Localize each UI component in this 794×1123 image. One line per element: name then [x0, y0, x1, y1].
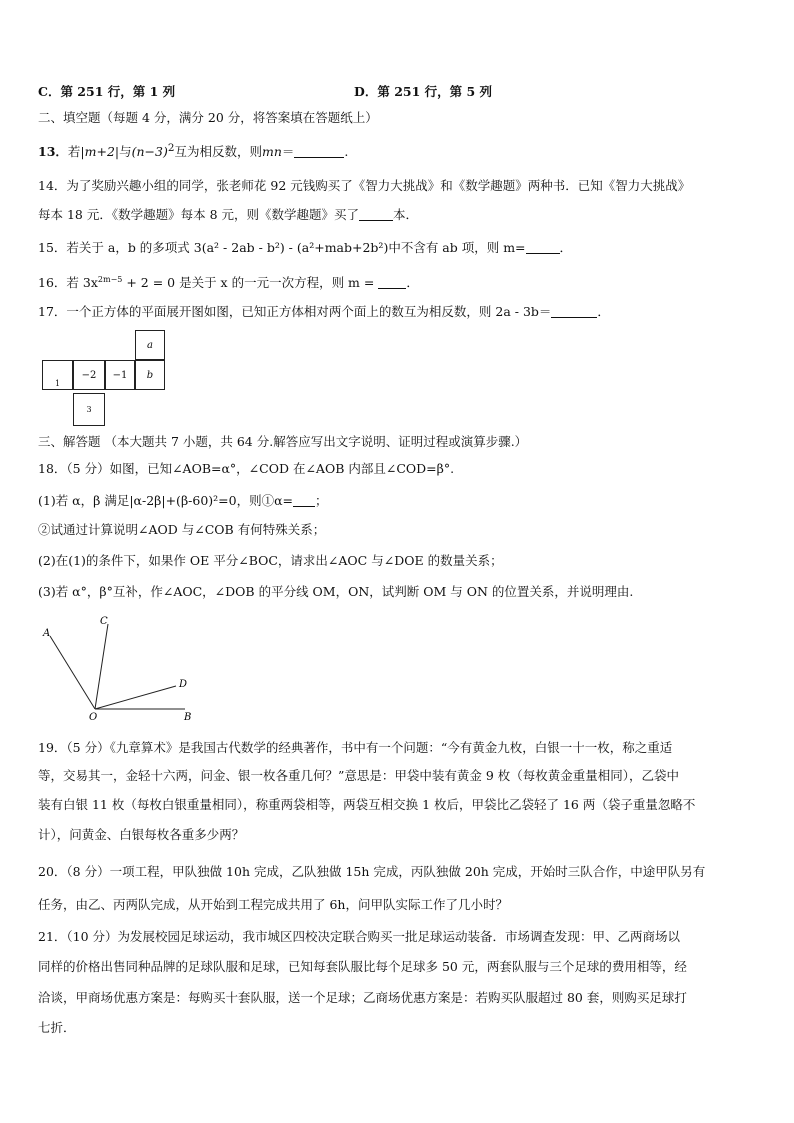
question-13	[38, 139, 756, 161]
option-d: D．第 251 行，第 5 列	[354, 84, 493, 99]
q13-text-d: ＝	[281, 144, 295, 160]
q14-answer-blank	[359, 207, 393, 221]
ray-oa	[50, 636, 95, 709]
q18-part1-text: (1)若 α，β 满足|α-2β|+(β-60)²=0，则①α=	[38, 493, 294, 508]
q15-end: ．	[559, 240, 573, 255]
label-o: O	[89, 712, 98, 723]
label-c: C	[100, 616, 108, 627]
q16-exponent: 2m−5	[97, 275, 123, 284]
question-18-part1b: ②试通过计算说明∠AOD 与∠COB 有何特殊关系；	[38, 522, 326, 537]
section-2-title: 二、填空题（每题 4 分，满分 20 分，将答案填在答题纸上）	[38, 110, 378, 125]
q13-answer-blank	[294, 144, 344, 158]
q13-exponent: 2	[167, 142, 175, 154]
q17-text: 17．一个正方体的平面展开图如图，已知正方体相对两个面上的数互为相反数，则 2a - 3b＝	[38, 304, 552, 319]
q16-end: ．	[406, 275, 419, 291]
q17-end: ．	[597, 304, 610, 319]
net-cell-minus2: −2	[73, 360, 105, 390]
q17-answer-blank	[551, 304, 597, 318]
net-cell-minus1: −1	[105, 360, 135, 390]
question-14-line2	[38, 205, 756, 224]
option-c: C．第 251 行，第 1 列	[38, 84, 176, 99]
net-cell-1-label: 1	[54, 378, 61, 388]
label-d: D	[179, 679, 188, 690]
question-18-part1	[38, 491, 756, 510]
net-cell-b: b	[135, 360, 165, 390]
question-18-part3: (3)若 α°，β°互补，作∠AOC，∠DOB 的平分线 OM，ON，试判断 OM 与 ON 的位置关系，并说明理由.	[38, 584, 634, 599]
question-21-line2: 同样的价格出售同种品牌的足球队服和足球，已知每套队服比每个足球多 50 元，两套队服与三个足球的费用相等，经	[38, 959, 687, 974]
q13-mn: mn	[262, 144, 282, 160]
ray-od	[95, 686, 176, 709]
question-21-line3: 洽谈，甲商场优惠方案是：每购买十套队服，送一个足球；乙商场优惠方案是：若购买队服超过 80 套，则购买足球打	[38, 990, 687, 1005]
question-16	[38, 270, 756, 292]
q13-n-expr: (n−3)	[131, 144, 168, 160]
q15-text: 15．若关于 a，b 的多项式 3(a² - 2ab - b²) - (a²+mab+2b²)中不含有 ab 项，则 m=	[38, 240, 526, 255]
q15-answer-blank	[526, 240, 560, 254]
q18-part1-end: ；	[315, 493, 328, 508]
net-cell-1	[42, 360, 73, 390]
q13-text-a: 若|	[67, 144, 85, 160]
question-15	[38, 238, 756, 257]
question-18-part2: (2)在(1)的条件下，如果作 OE 平分∠BOC，请求出∠AOC 与∠DOE 的数量关系；	[38, 553, 503, 568]
question-17	[38, 302, 756, 321]
q13-number: 13．	[38, 144, 68, 160]
section-3-title: 三、解答题 （本大题共 7 小题，共 64 分.解答应写出文字说明、证明过程或演算步骤.）	[38, 434, 528, 449]
q16-text-b: + 2 = 0 是关于 x 的一元一次方程，则 m =	[122, 275, 379, 291]
q13-end: .	[344, 144, 349, 160]
q16-text-a: 16．若 3x	[38, 275, 98, 291]
question-19-line3: 装有白银 11 枚（每枚白银重量相同），称重两袋相等，两袋互相交换 1 枚后，甲袋比乙袋轻了 16 两（袋子重量忽略不	[38, 797, 696, 812]
ray-oc	[95, 624, 108, 709]
question-20-line2: 任务，由乙、丙两队完成，从开始到工程完成共用了 6h，问甲队实际工作了几小时？	[38, 897, 508, 912]
question-21-line4: 七折．	[38, 1020, 76, 1035]
cube-net-diagram	[42, 330, 172, 426]
q16-answer-blank	[378, 275, 406, 289]
label-a: A	[43, 628, 51, 639]
q18-answer-blank	[293, 493, 315, 507]
q13-m-expr: m+2	[84, 144, 115, 160]
question-19-line2: 等，交易其一，金轻十六两，问金、银一枚各重几何？”意思是：甲袋中装有黄金 9 枚（每枚黄金重量相同），乙袋中	[38, 768, 680, 783]
net-cell-3: 3	[73, 393, 105, 426]
q13-text-c: 互为相反数，则	[174, 144, 262, 160]
question-21-line1: 21．（10 分）为发展校园足球运动，我市城区四校决定联合购买一批足球运动装备．市场调查发现：甲、乙两商场以	[38, 929, 681, 944]
question-19-line4: 计），问黄金、白银每枚各重多少两？	[38, 827, 245, 842]
q14-text: 每本 18 元．《数学趣题》每本 8 元，则《数学趣题》买了	[38, 207, 360, 222]
net-cell-a: a	[135, 330, 165, 360]
label-b: B	[184, 712, 192, 723]
question-14-line1: 14．为了奖励兴趣小组的同学，张老师花 92 元钱购买了《智力大挑战》和《数学趣题》两种书．已知《智力大挑战》	[38, 178, 691, 193]
q14-end: 本．	[393, 207, 419, 222]
angle-diagram	[40, 614, 200, 724]
question-18-stem: 18．（5 分）如图，已知∠AOB=α°，∠COD 在∠AOB 内部且∠COD=β°.	[38, 461, 455, 476]
option-row	[38, 82, 756, 101]
question-20-line1: 20．（8 分）一项工程，甲队独做 10h 完成，乙队独做 15h 完成，丙队独做 20h 完成，开始时三队合作，中途甲队另有	[38, 864, 706, 879]
question-19-line1: 19．（5 分）《九章算术》是我国古代数学的经典著作，书中有一个问题：“今有黄金九枚，白银一十一枚，称之重适	[38, 740, 673, 755]
q13-text-b: |与	[114, 144, 132, 160]
